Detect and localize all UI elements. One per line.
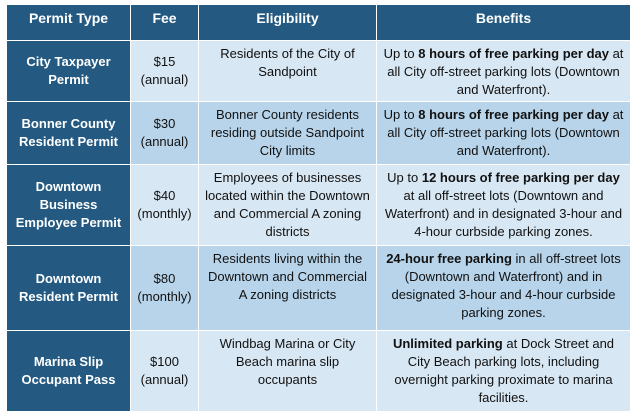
benefits-text-post: at all City off-street parking lots (Downtown and Waterfront). xyxy=(387,46,624,97)
header-permit-type: Permit Type xyxy=(7,5,131,41)
table-row xyxy=(7,165,631,246)
benefits-text-pre: Up to xyxy=(387,170,422,185)
benefits-text-bold: Unlimited parking xyxy=(392,336,503,351)
benefits-cell xyxy=(377,102,631,165)
fee-amount: $100 xyxy=(150,354,179,369)
fee-amount: $40 xyxy=(153,188,176,203)
benefits-text-post: at all off-street lots (Downtown and Waterfront) and in designated 3-hour and 4-hour curbside parking zones. xyxy=(384,188,623,239)
permit-table xyxy=(6,4,631,412)
benefits-text-pre: Up to xyxy=(383,46,419,61)
fee-cell xyxy=(131,331,199,412)
fee-amount: $30 xyxy=(153,116,176,131)
eligibility-cell: Employees of businesses located within the Downtown and Commercial A zoning districts xyxy=(199,165,377,246)
permit-table-container xyxy=(6,4,630,412)
eligibility-cell: Residents living within the Downtown and Commercial A zoning districts xyxy=(199,246,377,331)
benefits-text-bold: 8 hours of free parking per day xyxy=(418,107,609,122)
benefits-cell xyxy=(377,331,631,412)
permit-type-cell: Downtown Business Employee Permit xyxy=(7,165,131,246)
benefits-text-bold: 24-hour free parking xyxy=(386,251,512,266)
benefits-text-pre: Up to xyxy=(383,107,419,122)
benefits-cell xyxy=(377,165,631,246)
benefits-cell xyxy=(377,246,631,331)
header-benefits: Benefits xyxy=(377,5,631,41)
benefits-cell xyxy=(377,41,631,102)
permit-type-cell: Downtown Resident Permit xyxy=(7,246,131,331)
eligibility-cell: Bonner County residents residing outside Sandpoint City limits xyxy=(199,102,377,165)
table-row xyxy=(7,41,631,102)
benefits-text-bold: 8 hours of free parking per day xyxy=(418,46,609,61)
eligibility-cell: Residents of the City of Sandpoint xyxy=(199,41,377,102)
fee-amount: $15 xyxy=(153,54,176,69)
fee-amount: $80 xyxy=(153,271,176,286)
fee-cell xyxy=(131,246,199,331)
benefits-text-post: in all off-street lots (Downtown and Waterfront) and in designated 3-hour and 4-hour curbside parking zones. xyxy=(391,251,621,320)
fee-period: (annual) xyxy=(140,134,189,149)
eligibility-cell: Windbag Marina or City Beach marina slip occupants xyxy=(199,331,377,412)
fee-period: (monthly) xyxy=(137,289,192,304)
header-row xyxy=(7,5,631,41)
permit-type-cell: City Taxpayer Permit xyxy=(7,41,131,102)
fee-cell xyxy=(131,41,199,102)
header-fee: Fee xyxy=(131,5,199,41)
fee-period: (monthly) xyxy=(137,206,192,221)
fee-cell xyxy=(131,165,199,246)
permit-type-cell: Bonner County Resident Permit xyxy=(7,102,131,165)
permit-type-cell: Marina Slip Occupant Pass xyxy=(7,331,131,412)
benefits-text-post: at Dock Street and City Beach parking lots, including overnight parking proximate to marina facilities. xyxy=(394,336,615,405)
benefits-text-bold: 12 hours of free parking per day xyxy=(421,170,620,185)
table-row xyxy=(7,331,631,412)
table-row xyxy=(7,246,631,331)
benefits-text-post: at all City off-street parking lots (Downtown and Waterfront). xyxy=(387,107,624,158)
header-eligibility: Eligibility xyxy=(199,5,377,41)
fee-period: (annual) xyxy=(140,372,189,387)
fee-cell xyxy=(131,102,199,165)
table-row xyxy=(7,102,631,165)
fee-period: (annual) xyxy=(140,72,189,87)
